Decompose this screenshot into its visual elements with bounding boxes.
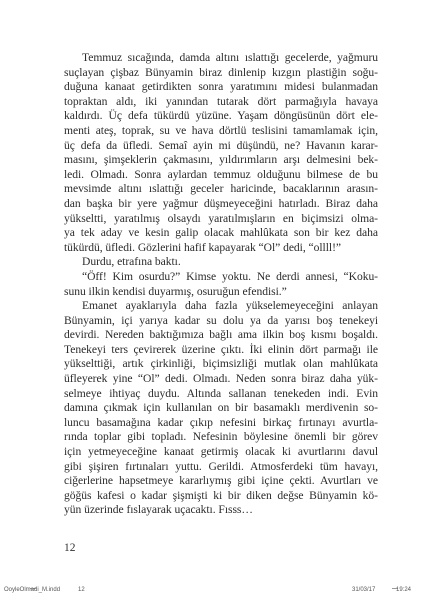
text-line: üç defa da üfledi. Semaî ayin mi düşündü, ne? Havanın karar- xyxy=(64,138,378,152)
text-line: yükselttiği, artık çirkinliği, biçimsizliği mutlak olan mahlûkata xyxy=(64,357,378,371)
footer-date: 31/03/17 xyxy=(352,587,376,593)
text-line: duğuna kanaat getirdikten sonra yaratımını midesi bulanmadan xyxy=(64,80,378,94)
text-line: dan başka bir yere yağmur düşmeyeceğini hatırladı. Biraz daha xyxy=(64,196,378,210)
text-line: topraktan aldı, iki yanından tutarak dört parmağıyla havaya xyxy=(64,94,378,108)
text-line: Emanet ayaklarıyla daha fazla yükselemeyeceğini anlayan xyxy=(82,299,378,313)
text-line: kaldırdı. Üç defa tükürdü yüzüne. Yaşam döngüsünün dört ele- xyxy=(64,109,378,123)
text-line: üfleyerek yine “Ol” dedi. Olmadı. Neden sonra biraz daha yük- xyxy=(64,372,378,386)
text-line: Tenekeyi ters çevirerek üzerine çıktı. İki elinin dört parmağı ile xyxy=(64,342,378,356)
body-text xyxy=(64,51,378,518)
footer-time: 19:24 xyxy=(396,587,412,593)
text-line: yün üzerinde fıslayarak uçacaktı. Fısss… xyxy=(64,503,253,517)
text-line: Durdu, etrafına baktı. xyxy=(82,255,181,269)
text-line: rında toplar gibi topladı. Nefesinin böylesine önemli bir görev xyxy=(64,430,378,444)
text-line: suçlayan çişbaz Bünyamin biraz dinlenip kızgın plastiğin soğu- xyxy=(64,65,378,79)
text-line: ya tek aday ve kesin galip olacak mahlûkata son bir kez daha xyxy=(64,226,378,240)
text-line: “Öff! Kim osurdu?” Kimse yoktu. Ne derdi annesi, “Koku- xyxy=(82,269,378,283)
text-line: selmeye ihtiyaç duydu. Altında sallanan tenekeden indi. Evin xyxy=(64,386,378,400)
text-line: menti ateş, toprak, su ve hava dörtlü teslisini tamamlamak için, xyxy=(64,123,378,137)
text-line: tükürdü, üfledi. Gözlerini hafif kapayarak “Ol” dedi, “ollll!” xyxy=(64,240,341,254)
text-line: damına çıkmak için kullanılan on bir basamaklı merdivenin so- xyxy=(64,401,378,415)
text-line: göğüs kafesi o kadar şişmişti ki bir diken değse Bünyamin kö- xyxy=(64,488,378,502)
text-line: ledi. Olmadı. Sonra aylardan temmuz olduğunu bilmese de bu xyxy=(64,167,378,181)
text-line: luncu basamağına kadar çıkıp nefesini birkaç fırtınayı avurtla- xyxy=(64,415,378,429)
text-line: ciğerlerine hapsetmeye kararlıymış gibi içine çekti. Avurtları ve xyxy=(64,474,378,488)
text-line: yükseltti, yaratılmış olsaydı yaratılmışların en biçimsizi olma- xyxy=(64,211,378,225)
text-line: Bünyamin, içi yarıya kadar su dolu ya da yarısı boş tenekeyi xyxy=(64,313,378,327)
text-line: mevsimde altını ıslattığı geceler haricinde, bacaklarının arasın- xyxy=(64,182,378,196)
page-number: 12 xyxy=(64,542,76,554)
text-line: için yetmeyeceğine kanaat getirmiş olacak ki avurtlarını davul xyxy=(64,445,378,459)
footer-page: 12 xyxy=(78,587,85,593)
text-line: masını, şimşeklerin çakmasını, yıldırımların arşı delmesini bek- xyxy=(64,153,378,167)
text-line: Temmuz sıcağında, damda altını ıslattığı gecelerde, yağmuru xyxy=(82,51,378,64)
print-footer xyxy=(0,584,428,596)
text-line: sunu ilkin kendisi duyarmış, osuruğun efendisi.” xyxy=(64,284,287,298)
footer-file-name: OoyleOlmadi_M.indd xyxy=(4,587,61,593)
text-line: devirdi. Nereden baktığımıza bağlı ama ilkin boş kısmı boşaldı. xyxy=(64,328,378,342)
text-line: gibi şişiren fırtınaları yuttu. Gerildi. Atmosferdeki tüm havayı, xyxy=(64,459,378,473)
